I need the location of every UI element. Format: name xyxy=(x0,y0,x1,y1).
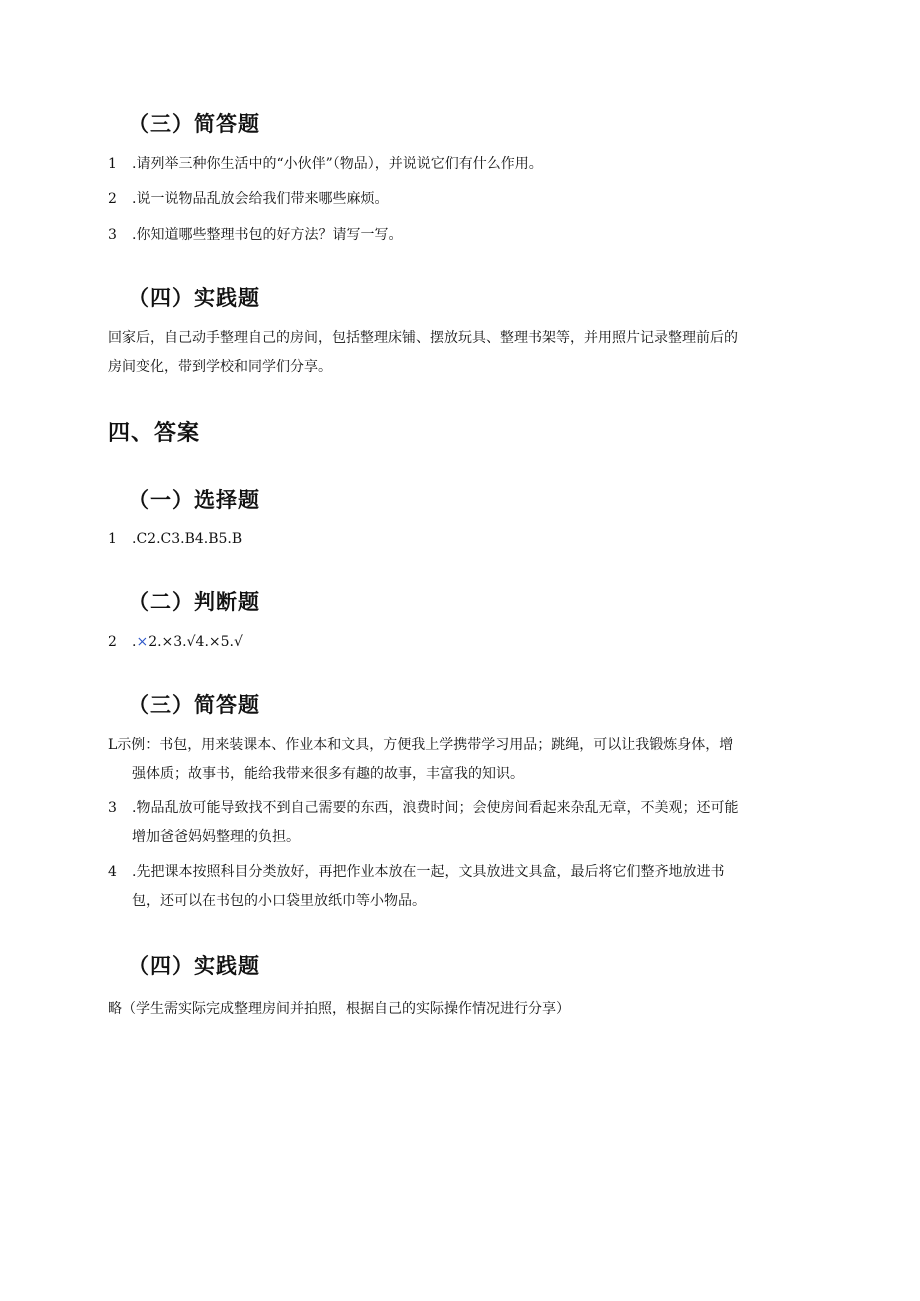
question-item-1 xyxy=(108,150,808,179)
question-number: 3 xyxy=(108,227,117,243)
question-number: 1 xyxy=(108,156,117,172)
answers-choice-heading: （一）选择题 xyxy=(128,488,260,512)
answers-short-heading: （三）简答题 xyxy=(128,693,260,717)
practice-line-1: 回家后，自己动手整理自己的房间，包括整理床铺、摆放玩具、整理书架等，并用照片记录整理前后的 xyxy=(108,330,738,346)
answers-practice-heading: （四）实践题 xyxy=(128,954,260,978)
answer-line-2: 强体质；故事书，能给我带来很多有趣的故事，丰富我的知识。 xyxy=(132,766,524,782)
answer-line-2: 包，还可以在书包的小口袋里放纸巾等小物品。 xyxy=(132,893,426,909)
answers-judge-heading: （二）判断题 xyxy=(128,590,260,614)
answer-number: 2 xyxy=(108,634,117,650)
answer-number: 4 xyxy=(108,864,117,880)
answer-dot: . xyxy=(132,634,137,650)
section-heading-short-answer-questions: （三）简答题 xyxy=(128,112,260,136)
answer-line-1: .先把课本按照科目分类放好，再把作业本放在一起，文具放进文具盒，最后将它们整齐地放进书 xyxy=(132,864,725,880)
question-number: 2 xyxy=(108,191,117,207)
answer-line-1: .物品乱放可能导致找不到自己需要的东西，浪费时间；会使房间看起来杂乱无章，不美观；还可能 xyxy=(132,800,739,816)
answer-line-1: L示例：书包，用来装课本、作业本和文具，方便我上学携带学习用品；跳绳，可以让我锻炼身体，增 xyxy=(108,737,734,753)
practice-question-text xyxy=(108,324,812,382)
answers-choice-line xyxy=(108,525,808,554)
cross-mark-icon: × xyxy=(136,634,149,650)
question-text: .说一说物品乱放会给我们带来哪些麻烦。 xyxy=(132,191,389,207)
answer-number: 3 xyxy=(108,800,117,816)
answers-short-item-1 xyxy=(108,731,812,789)
question-item-2 xyxy=(108,185,808,214)
practice-line-2: 房间变化，带到学校和同学们分享。 xyxy=(108,359,332,375)
answer-text: .C2.C3.B4.B5.B xyxy=(132,531,243,547)
answers-short-item-2 xyxy=(108,794,812,852)
section-heading-practice-questions: （四）实践题 xyxy=(128,286,260,310)
answers-short-item-3 xyxy=(108,858,812,916)
question-text: .你知道哪些整理书包的好方法？请写一写。 xyxy=(132,227,403,243)
question-item-3 xyxy=(108,221,808,250)
answer-line-2: 增加爸爸妈妈整理的负担。 xyxy=(132,829,300,845)
answer-text: 2.×3.√4.×5.√ xyxy=(148,634,243,650)
answers-judge-line xyxy=(108,628,808,657)
question-text: .请列举三种你生活中的“小伙伴”（物品），并说说它们有什么作用。 xyxy=(132,156,543,172)
answers-heading: 四、答案 xyxy=(108,421,201,446)
answer-number: 1 xyxy=(108,531,117,547)
answers-practice-text: 略（学生需实际完成整理房间并拍照，根据自己的实际操作情况进行分享） xyxy=(108,1001,570,1017)
